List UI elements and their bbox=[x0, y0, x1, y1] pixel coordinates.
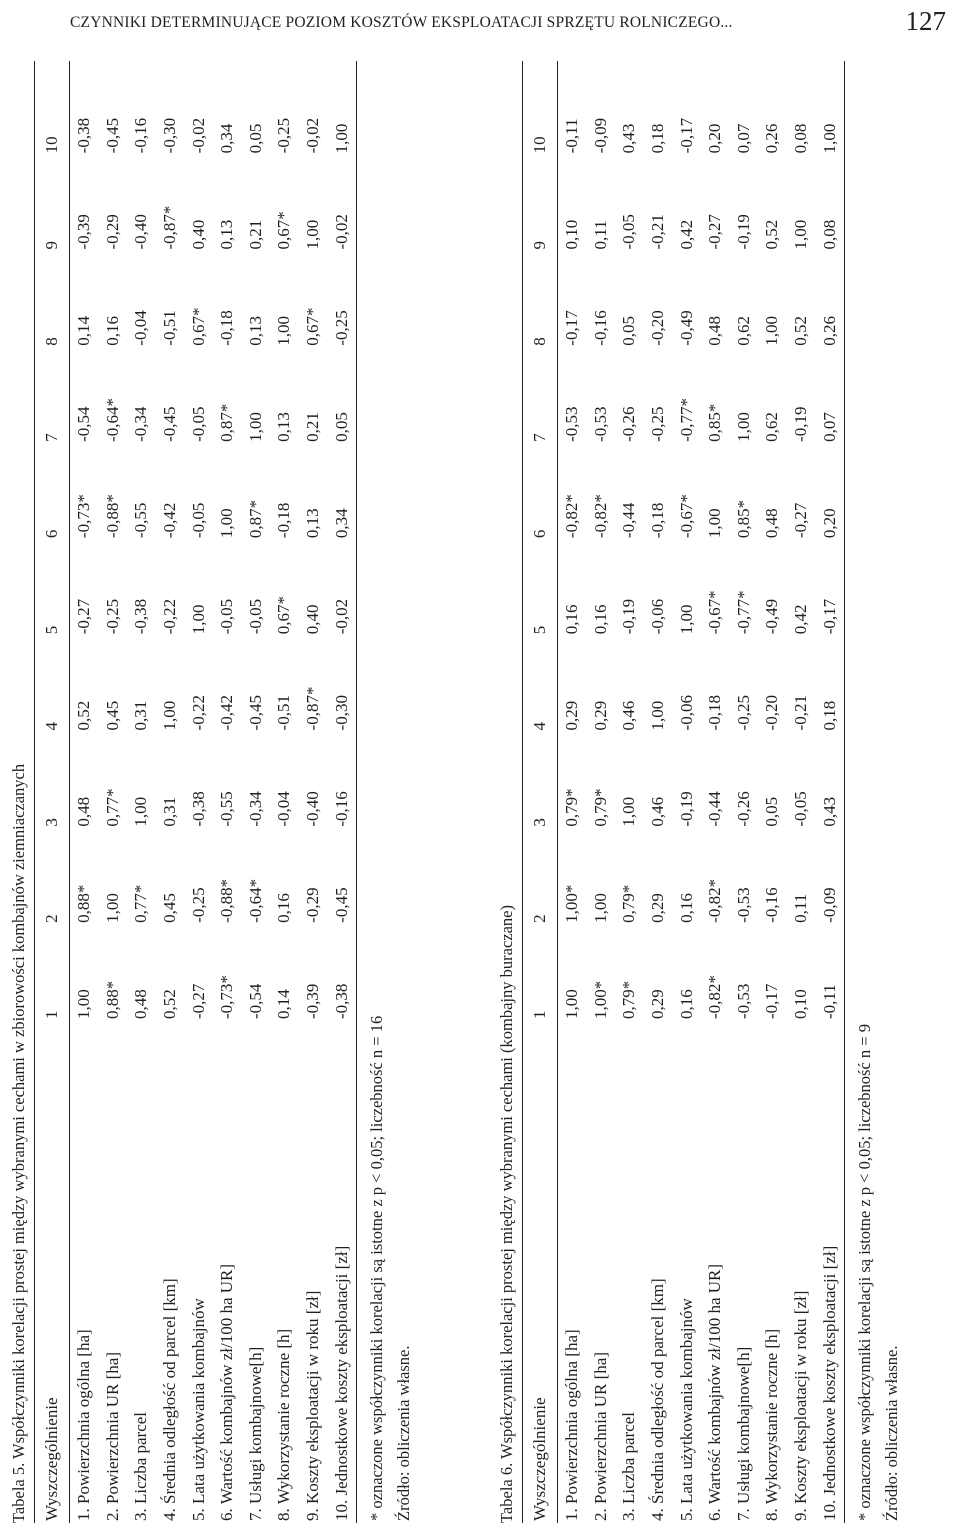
correlation-cell: -0,19 bbox=[791, 406, 811, 442]
correlation-cell: 0,13 bbox=[274, 412, 294, 442]
correlation-cell: 0,79* bbox=[619, 884, 639, 923]
correlation-cell: -0,40 bbox=[131, 214, 151, 250]
correlation-cell: 0,05 bbox=[619, 315, 639, 346]
correlation-cell: -0,26 bbox=[619, 406, 639, 442]
header-cell: 4 bbox=[35, 638, 70, 734]
correlation-cell: 0,52 bbox=[762, 219, 782, 250]
correlation-cell: -0,21 bbox=[648, 214, 668, 250]
correlation-cell: -0,17 bbox=[562, 310, 582, 346]
correlation-cell: -0,09 bbox=[815, 831, 844, 927]
correlation-cell: 0,45 bbox=[102, 700, 122, 731]
row-label: 9. Koszty eksploatacji w roku [zł] bbox=[303, 1290, 323, 1521]
correlation-cell: -0,09 bbox=[590, 117, 610, 154]
table-row bbox=[156, 61, 185, 1523]
correlation-cell: -0,87* bbox=[303, 686, 323, 731]
correlation-cell: 0,79* bbox=[619, 980, 639, 1019]
header-row bbox=[523, 61, 558, 1523]
table-header bbox=[523, 61, 558, 1523]
correlation-cell: -0,45 bbox=[160, 406, 180, 442]
correlation-cell: -0,19 bbox=[676, 791, 696, 827]
correlation-cell: -0,39 bbox=[303, 983, 323, 1019]
table-caption: Tabela 6. Współczynniki korelacji prostej między wybranymi cechami (kombajny buraczane) bbox=[497, 905, 516, 1523]
correlation-cell: -0,49 bbox=[762, 598, 782, 635]
correlation-cell: -0,40 bbox=[303, 791, 323, 827]
correlation-cell: -0,42 bbox=[160, 502, 180, 539]
row-label: 1. Powierzchnia ogólna [ha] bbox=[562, 1329, 582, 1521]
correlation-cell: -0,20 bbox=[648, 310, 668, 346]
table-row bbox=[213, 61, 242, 1523]
correlation-cell: -0,17 bbox=[762, 983, 782, 1019]
correlation-cell: 1,00 bbox=[245, 412, 265, 442]
correlation-cell: 0,88* bbox=[102, 980, 122, 1019]
correlation-cell: 0,10 bbox=[562, 219, 582, 250]
table-source: Źródło: obliczenia własne. bbox=[393, 1345, 413, 1521]
header-cell: 1 bbox=[523, 927, 558, 1023]
page-number: 127 bbox=[905, 6, 946, 36]
correlation-cell: 0,31 bbox=[131, 700, 151, 731]
correlation-cell: -0,25 bbox=[274, 117, 294, 154]
table-row bbox=[787, 61, 816, 1523]
table-body bbox=[70, 61, 357, 1523]
correlation-cell: -0,02 bbox=[327, 157, 356, 253]
correlation-cell: 1,00 bbox=[619, 796, 639, 827]
correlation-cell: -0,88* bbox=[102, 494, 122, 539]
header-cell: 1 bbox=[35, 927, 70, 1023]
correlation-cell: 0,31 bbox=[160, 796, 180, 827]
correlation-cell: -0,51 bbox=[274, 695, 294, 731]
correlation-cell: 0,87* bbox=[245, 499, 265, 539]
correlation-cell: -0,51 bbox=[160, 310, 180, 346]
correlation-cell: -0,55 bbox=[217, 791, 237, 827]
correlation-cell: -0,04 bbox=[131, 310, 151, 346]
table-row bbox=[327, 61, 356, 1523]
correlation-cell: 0,87* bbox=[217, 403, 237, 442]
correlation-cell: -0,38 bbox=[327, 927, 356, 1023]
correlation-cell: -0,54 bbox=[74, 406, 94, 442]
correlation-cell: -0,82* bbox=[705, 878, 725, 923]
correlation-cell: 0,62 bbox=[762, 412, 782, 442]
correlation-cell: 0,52 bbox=[74, 700, 94, 731]
correlation-cell: -0,82* bbox=[705, 975, 725, 1019]
row-label: 4. Średnia odległość od parcel [km] bbox=[160, 1278, 180, 1521]
correlation-cell: -0,19 bbox=[619, 598, 639, 635]
header-cell: 5 bbox=[35, 542, 70, 638]
correlation-table-6 bbox=[522, 61, 845, 1523]
correlation-cell: 1,00 bbox=[791, 219, 811, 250]
correlation-cell: 0,48 bbox=[131, 989, 151, 1019]
correlation-cell: -0,67* bbox=[705, 590, 725, 635]
correlation-cell: 1,00 bbox=[762, 315, 782, 346]
correlation-cell: 1,00 bbox=[590, 893, 610, 923]
correlation-cell: -0,30 bbox=[160, 117, 180, 154]
table-row bbox=[270, 61, 299, 1523]
correlation-cell: -0,20 bbox=[762, 695, 782, 731]
table-row bbox=[758, 61, 787, 1523]
table-5-block bbox=[4, 53, 417, 1523]
header-cell: 3 bbox=[35, 734, 70, 830]
correlation-cell: -0,55 bbox=[131, 502, 151, 539]
correlation-cell: -0,88* bbox=[217, 878, 237, 923]
correlation-cell: -0,02 bbox=[188, 117, 208, 154]
correlation-cell: 1,00 bbox=[102, 893, 122, 923]
table-row bbox=[701, 61, 730, 1523]
header-cell: 10 bbox=[523, 61, 558, 157]
correlation-cell: -0,27 bbox=[791, 502, 811, 539]
table-row bbox=[615, 61, 644, 1523]
correlation-cell: 0,46 bbox=[619, 700, 639, 731]
table-row bbox=[644, 61, 673, 1523]
header-cell: 10 bbox=[35, 61, 70, 157]
correlation-cell: -0,87* bbox=[160, 205, 180, 250]
correlation-cell: 1,00 bbox=[705, 508, 725, 539]
correlation-cell: 0,77* bbox=[102, 788, 122, 827]
correlation-cell: 0,48 bbox=[705, 315, 725, 346]
correlation-cell: 0,08 bbox=[815, 157, 844, 253]
correlation-cell: 0,16 bbox=[590, 604, 610, 635]
row-label: 10. Jednostkowe koszty eksploatacji [zł] bbox=[815, 1023, 844, 1523]
table-body bbox=[558, 61, 845, 1523]
header-cell: 9 bbox=[35, 157, 70, 253]
correlation-cell: -0,02 bbox=[327, 542, 356, 638]
correlation-cell: -0,16 bbox=[762, 887, 782, 923]
correlation-cell: -0,64* bbox=[102, 397, 122, 442]
table-row bbox=[70, 61, 99, 1523]
correlation-cell: -0,45 bbox=[102, 117, 122, 154]
correlation-cell: -0,29 bbox=[102, 214, 122, 250]
correlation-cell: -0,25 bbox=[327, 254, 356, 350]
row-label: 3. Liczba parcel bbox=[619, 1411, 639, 1521]
correlation-cell: 0,34 bbox=[327, 446, 356, 542]
table-row bbox=[672, 61, 701, 1523]
table-source: Źródło: obliczenia własne. bbox=[881, 1345, 901, 1521]
correlation-cell: -0,19 bbox=[733, 214, 753, 250]
correlation-cell: 0,42 bbox=[676, 219, 696, 250]
correlation-cell: 0,11 bbox=[590, 220, 610, 250]
correlation-cell: 0,67* bbox=[188, 307, 208, 346]
table-row bbox=[587, 61, 616, 1523]
correlation-cell: -0,34 bbox=[245, 791, 265, 827]
correlation-cell: 1,00 bbox=[217, 508, 237, 539]
table-row bbox=[184, 61, 213, 1523]
correlation-cell: 0,13 bbox=[217, 219, 237, 250]
correlation-cell: 0,29 bbox=[562, 700, 582, 731]
correlation-cell: -0,77* bbox=[733, 590, 753, 635]
correlation-cell: 0,07 bbox=[815, 350, 844, 446]
correlation-cell: -0,16 bbox=[590, 310, 610, 346]
correlation-cell: 0,85* bbox=[705, 403, 725, 442]
correlation-cell: -0,16 bbox=[327, 734, 356, 830]
row-label: 2. Powierzchnia UR [ha] bbox=[590, 1351, 610, 1521]
correlation-cell: -0,77* bbox=[676, 397, 696, 442]
correlation-cell: -0,16 bbox=[131, 117, 151, 154]
correlation-cell: -0,21 bbox=[791, 695, 811, 731]
table-6-block bbox=[492, 53, 905, 1523]
correlation-cell: 0,16 bbox=[676, 893, 696, 923]
correlation-cell: 0,40 bbox=[188, 219, 208, 250]
correlation-cell: 0,67* bbox=[303, 307, 323, 346]
header-row bbox=[35, 61, 70, 1523]
row-label: 6. Wartość kombajnów zł/100 ha UR] bbox=[217, 1263, 237, 1521]
correlation-cell: -0,05 bbox=[619, 214, 639, 250]
correlation-cell: -0,53 bbox=[733, 983, 753, 1019]
correlation-cell: 0,46 bbox=[648, 796, 668, 827]
correlation-cell: -0,18 bbox=[705, 695, 725, 731]
correlation-cell: -0,25 bbox=[102, 598, 122, 635]
correlation-cell: 1,00 bbox=[160, 700, 180, 731]
correlation-cell: -0,25 bbox=[648, 406, 668, 442]
correlation-cell: 1,00* bbox=[562, 884, 582, 923]
correlation-cell: -0,39 bbox=[74, 214, 94, 250]
table-row bbox=[299, 61, 328, 1523]
correlation-cell: -0,06 bbox=[648, 598, 668, 635]
header-cell: 8 bbox=[35, 254, 70, 350]
correlation-cell: 1,00 bbox=[327, 61, 356, 157]
table-row bbox=[99, 61, 128, 1523]
header-cell: 8 bbox=[523, 254, 558, 350]
correlation-cell: 0,79* bbox=[562, 788, 582, 827]
correlation-cell: -0,64* bbox=[245, 878, 265, 923]
row-label: 4. Średnia odległość od parcel [km] bbox=[648, 1278, 668, 1521]
correlation-cell: 0,18 bbox=[648, 123, 668, 154]
correlation-cell: 1,00 bbox=[648, 700, 668, 731]
row-label: 7. Usługi kombajnowe[h] bbox=[245, 1346, 265, 1521]
correlation-cell: -0,29 bbox=[303, 887, 323, 923]
correlation-cell: -0,27 bbox=[188, 983, 208, 1019]
correlation-cell: -0,34 bbox=[131, 406, 151, 442]
correlation-table-5 bbox=[34, 61, 357, 1523]
correlation-cell: 1,00 bbox=[676, 604, 696, 635]
correlation-cell: -0,53 bbox=[733, 887, 753, 923]
correlation-cell: -0,06 bbox=[676, 695, 696, 731]
correlation-cell: -0,53 bbox=[562, 406, 582, 442]
row-label: 10. Jednostkowe koszty eksploatacji [zł] bbox=[327, 1023, 356, 1523]
correlation-cell: 0,16 bbox=[562, 604, 582, 635]
row-label: 5. Lata użytkowania kombajnów bbox=[676, 1298, 696, 1521]
correlation-cell: 0,29 bbox=[648, 989, 668, 1019]
row-label: 9. Koszty eksploatacji w roku [zł] bbox=[791, 1290, 811, 1521]
correlation-cell: -0,05 bbox=[245, 598, 265, 635]
correlation-cell: -0,05 bbox=[188, 502, 208, 539]
correlation-cell: 0,11 bbox=[791, 893, 811, 923]
correlation-cell: 0,13 bbox=[245, 315, 265, 346]
header-cell: 7 bbox=[523, 350, 558, 446]
correlation-cell: -0,38 bbox=[188, 791, 208, 827]
header-cell: 4 bbox=[523, 638, 558, 734]
table-row bbox=[815, 61, 844, 1523]
correlation-cell: -0,22 bbox=[160, 598, 180, 635]
correlation-cell: -0,44 bbox=[619, 502, 639, 539]
correlation-cell: 0,16 bbox=[676, 989, 696, 1019]
header-cell: Wyszczególnienie bbox=[523, 1023, 558, 1523]
correlation-cell: 0,40 bbox=[303, 604, 323, 635]
correlation-cell: -0,38 bbox=[131, 598, 151, 635]
correlation-cell: 0,48 bbox=[762, 508, 782, 539]
row-label: 8. Wykorzystanie roczne [h] bbox=[762, 1328, 782, 1521]
correlation-cell: 1,00 bbox=[303, 219, 323, 250]
correlation-cell: 1,00 bbox=[562, 989, 582, 1019]
correlation-cell: 0,62 bbox=[733, 315, 753, 346]
correlation-cell: 0,10 bbox=[791, 989, 811, 1019]
correlation-cell: -0,17 bbox=[676, 117, 696, 154]
correlation-cell: 0,21 bbox=[245, 219, 265, 250]
correlation-cell: 0,67* bbox=[274, 596, 294, 635]
correlation-cell: -0,04 bbox=[274, 791, 294, 827]
table-footnote: * oznaczone współczynniki korelacji są istotne z p < 0,05; liczebność n = 16 bbox=[366, 1015, 386, 1521]
correlation-cell: 1,00 bbox=[74, 989, 94, 1019]
running-head-title: CZYNNIKI DETERMINUJĄCE POZIOM KOSZTÓW EKSPLOATACJI SPRZĘTU ROLNICZEGO... bbox=[70, 14, 733, 31]
correlation-cell: -0,05 bbox=[217, 598, 237, 635]
correlation-cell: 0,52 bbox=[791, 315, 811, 346]
header-cell: 6 bbox=[523, 446, 558, 542]
correlation-cell: 1,00 bbox=[131, 796, 151, 827]
correlation-cell: -0,25 bbox=[188, 887, 208, 923]
correlation-cell: 0,26 bbox=[762, 123, 782, 154]
correlation-cell: 1,00 bbox=[188, 604, 208, 635]
table-row bbox=[242, 61, 271, 1523]
correlation-cell: -0,73* bbox=[217, 975, 237, 1019]
header-cell: 6 bbox=[35, 446, 70, 542]
correlation-cell: 0,34 bbox=[217, 123, 237, 154]
correlation-cell: -0,82* bbox=[590, 494, 610, 539]
correlation-cell: 0,07 bbox=[733, 123, 753, 154]
correlation-cell: -0,54 bbox=[245, 983, 265, 1019]
correlation-cell: -0,11 bbox=[562, 118, 582, 154]
header-cell: 3 bbox=[523, 734, 558, 830]
correlation-cell: -0,27 bbox=[74, 598, 94, 635]
correlation-cell: -0,11 bbox=[815, 927, 844, 1023]
correlation-cell: 0,48 bbox=[74, 796, 94, 827]
correlation-cell: -0,42 bbox=[217, 695, 237, 731]
correlation-cell: 0,18 bbox=[815, 638, 844, 734]
correlation-cell: 0,79* bbox=[590, 788, 610, 827]
correlation-cell: -0,22 bbox=[188, 695, 208, 731]
correlation-cell: -0,44 bbox=[705, 791, 725, 827]
correlation-cell: -0,67* bbox=[676, 494, 696, 539]
table-footnote: * oznaczone współczynniki korelacji są istotne z p < 0,05; liczebność n = 9 bbox=[854, 1024, 874, 1521]
correlation-cell: -0,45 bbox=[327, 831, 356, 927]
row-label: 7. Usługi kombajnowe[h] bbox=[733, 1346, 753, 1521]
correlation-cell: 0,77* bbox=[131, 884, 151, 923]
correlation-cell: 0,16 bbox=[102, 315, 122, 346]
table-row bbox=[730, 61, 759, 1523]
row-label: 2. Powierzchnia UR [ha] bbox=[102, 1351, 122, 1521]
correlation-cell: 0,05 bbox=[762, 796, 782, 827]
rotated-landscape-content bbox=[0, 49, 960, 1529]
correlation-cell: -0,82* bbox=[562, 494, 582, 539]
header-cell: 5 bbox=[523, 542, 558, 638]
row-label: 5. Lata użytkowania kombajnów bbox=[188, 1298, 208, 1521]
correlation-cell: 1,00 bbox=[815, 61, 844, 157]
table-row bbox=[558, 61, 587, 1523]
correlation-cell: -0,18 bbox=[217, 310, 237, 346]
row-label: 1. Powierzchnia ogólna [ha] bbox=[74, 1329, 94, 1521]
correlation-cell: -0,73* bbox=[74, 494, 94, 539]
header-cell: 2 bbox=[35, 831, 70, 927]
header-cell: 2 bbox=[523, 831, 558, 927]
correlation-cell: 0,20 bbox=[815, 446, 844, 542]
correlation-cell: 1,00 bbox=[733, 412, 753, 442]
correlation-cell: 0,29 bbox=[648, 893, 668, 923]
header-cell: 9 bbox=[523, 157, 558, 253]
correlation-cell: -0,53 bbox=[590, 406, 610, 442]
correlation-cell: 0,20 bbox=[705, 123, 725, 154]
correlation-cell: 0,14 bbox=[74, 315, 94, 346]
correlation-cell: -0,26 bbox=[733, 791, 753, 827]
correlation-cell: 0,21 bbox=[303, 412, 323, 442]
correlation-cell: -0,45 bbox=[245, 695, 265, 731]
table-caption: Tabela 5. Współczynniki korelacji prostej między wybranymi cechami w zbiorowości kombajnów ziemniaczanych bbox=[9, 763, 28, 1523]
correlation-cell: 0,29 bbox=[590, 700, 610, 731]
row-label: 8. Wykorzystanie roczne [h] bbox=[274, 1328, 294, 1521]
correlation-cell: -0,18 bbox=[274, 502, 294, 539]
row-label: 6. Wartość kombajnów zł/100 ha UR] bbox=[705, 1263, 725, 1521]
correlation-cell: 0,16 bbox=[274, 893, 294, 923]
header-cell: 7 bbox=[35, 350, 70, 446]
correlation-cell: -0,05 bbox=[188, 406, 208, 442]
table-row bbox=[127, 61, 156, 1523]
row-label: 3. Liczba parcel bbox=[131, 1411, 151, 1521]
correlation-cell: -0,25 bbox=[733, 695, 753, 731]
running-head bbox=[0, 4, 960, 36]
correlation-cell: 0,52 bbox=[160, 989, 180, 1019]
correlation-cell: 0,05 bbox=[327, 350, 356, 446]
header-cell: Wyszczególnienie bbox=[35, 1023, 70, 1523]
correlation-cell: 0,88* bbox=[74, 884, 94, 923]
correlation-cell: 0,26 bbox=[815, 254, 844, 350]
correlation-cell: 0,45 bbox=[160, 893, 180, 923]
correlation-cell: -0,05 bbox=[791, 791, 811, 827]
table-header bbox=[35, 61, 70, 1523]
correlation-cell: 0,43 bbox=[815, 734, 844, 830]
correlation-cell: -0,17 bbox=[815, 542, 844, 638]
correlation-cell: 0,42 bbox=[791, 604, 811, 635]
correlation-cell: -0,18 bbox=[648, 502, 668, 539]
correlation-cell: 0,67* bbox=[274, 211, 294, 250]
correlation-cell: -0,02 bbox=[303, 117, 323, 154]
correlation-cell: -0,38 bbox=[74, 117, 94, 154]
correlation-cell: -0,49 bbox=[676, 310, 696, 346]
correlation-cell: -0,30 bbox=[327, 638, 356, 734]
correlation-cell: 1,00* bbox=[590, 980, 610, 1019]
correlation-cell: 0,05 bbox=[245, 123, 265, 154]
correlation-cell: 0,13 bbox=[303, 508, 323, 539]
correlation-cell: 1,00 bbox=[274, 315, 294, 346]
correlation-cell: 0,43 bbox=[619, 123, 639, 154]
correlation-cell: -0,27 bbox=[705, 214, 725, 250]
correlation-cell: 0,85* bbox=[733, 499, 753, 539]
correlation-cell: 0,14 bbox=[274, 989, 294, 1019]
correlation-cell: 0,08 bbox=[791, 123, 811, 154]
